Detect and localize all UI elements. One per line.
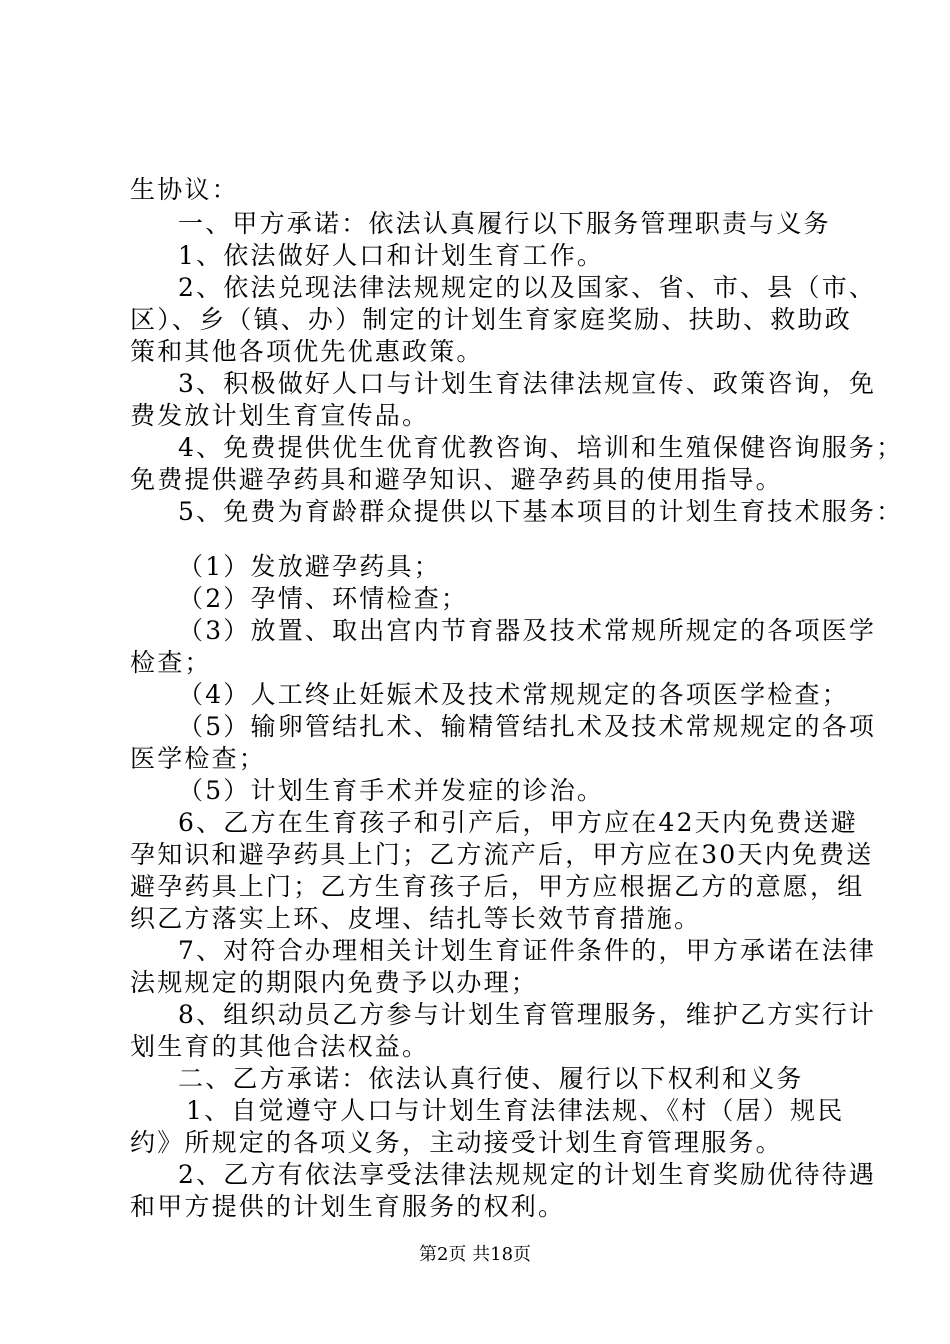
text-line: 8、组织动员乙方参与计划生育管理服务，维护乙方实行计 (178, 1000, 877, 1029)
text-line: 避孕药具上门；乙方生育孩子后，甲方应根据乙方的意愿，组 (130, 872, 865, 901)
text-line: 划生育的其他合法权益。 (130, 1032, 430, 1061)
text-line: 孕知识和避孕药具上门；乙方流产后，甲方应在30天内免费送 (130, 840, 874, 869)
text-line: 生协议： (130, 175, 239, 204)
list-item: （5）输卵管结扎术、输精管结扎术及技术常规规定的各项 (178, 712, 877, 741)
text-line: 1、依法做好人口和计划生育工作。 (178, 241, 605, 270)
text-line: 法规规定的期限内免费予以办理； (130, 968, 539, 997)
page-number-footer: 第2页 共18页 (418, 1244, 532, 1265)
list-item: （3）放置、取出宫内节育器及技术常规所规定的各项医学 (178, 616, 877, 645)
text-line: 6、乙方在生育孩子和引产后，甲方应在42天内免费送避 (178, 808, 858, 837)
text-line: 费发放计划生育宣传品。 (130, 401, 430, 430)
list-item: （2）孕情、环情检查； (178, 584, 469, 613)
text-line: 3、积极做好人口与计划生育法律法规宣传、政策咨询，免 (178, 369, 877, 398)
text-line: 医学检查； (130, 744, 267, 773)
section-heading: 一、甲方承诺：依法认真履行以下服务管理职责与义务 (178, 209, 831, 238)
list-item: （1）发放避孕药具； (178, 552, 441, 581)
text-line: 织乙方落实上环、皮埋、结扎等长效节育措施。 (130, 904, 702, 933)
text-line: 4、免费提供优生优育优教咨询、培训和生殖保健咨询服务； (178, 433, 904, 462)
text-line: 策和其他各项优先优惠政策。 (130, 337, 484, 366)
text-line: 约》所规定的各项义务，主动接受计划生育管理服务。 (130, 1128, 783, 1157)
list-item: （5）计划生育手术并发症的诊治。 (178, 776, 605, 805)
text-line: 检查； (130, 648, 212, 677)
text-line: 1、自觉遵守人口与计划生育法律法规、《村（居）规民 (186, 1096, 845, 1125)
text-line: 区）、乡（镇、办）制定的计划生育家庭奖励、扶助、救助政 (130, 305, 852, 334)
text-line: 2、依法兑现法律法规规定的以及国家、省、市、县（市、 (178, 273, 877, 302)
list-item: （4）人工终止妊娠术及技术常规规定的各项医学检查； (178, 680, 849, 709)
text-line: 2、乙方有依法享受法律法规规定的计划生育奖励优待待遇 (178, 1160, 877, 1189)
text-line: 7、对符合办理相关计划生育证件条件的，甲方承诺在法律 (178, 936, 877, 965)
text-line: 5、免费为育龄群众提供以下基本项目的计划生育技术服务： (178, 497, 904, 526)
text-line: 免费提供避孕药具和避孕知识、避孕药具的使用指导。 (130, 465, 783, 494)
text-line: 和甲方提供的计划生育服务的权利。 (130, 1192, 566, 1221)
section-heading: 二、乙方承诺：依法认真行使、履行以下权利和义务 (178, 1064, 804, 1093)
